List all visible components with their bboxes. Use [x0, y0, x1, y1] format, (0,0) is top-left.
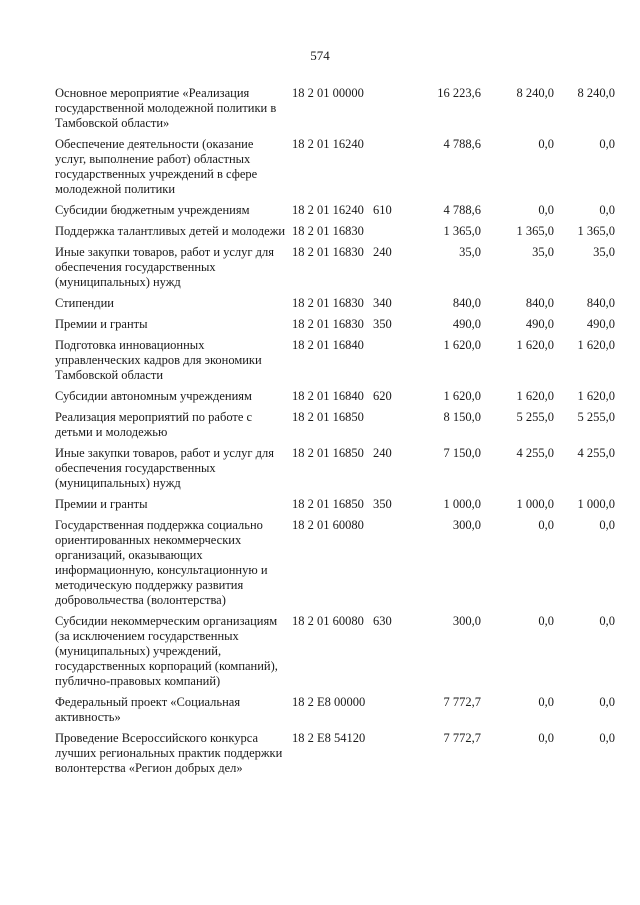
row-value-year3: 8 240,0 [577, 86, 615, 100]
row-code: 18 2 01 16830 [292, 317, 364, 331]
row-code: 18 2 01 16850 [292, 410, 364, 424]
table-row [55, 338, 615, 383]
row-name: Субсидии бюджетным учреждениям [55, 203, 250, 217]
row-name: Субсидии некоммерческим организациям (за исключением государственных (муниципальных) учреждений, государственных корпораций (компаний), публично-правовых компаний) [55, 614, 278, 688]
table-row [55, 446, 615, 491]
row-name: Поддержка талантливых детей и молодежи [55, 224, 286, 238]
row-value-year3: 0,0 [599, 731, 615, 745]
row-value-year1: 4 788,6 [443, 137, 481, 151]
budget-table [55, 86, 615, 782]
row-code: 18 2 01 16830 [292, 296, 364, 310]
row-value-year3: 0,0 [599, 695, 615, 709]
table-row [55, 614, 615, 689]
row-value-year2: 35,0 [532, 245, 554, 259]
row-code: 18 2 01 00000 [292, 86, 364, 100]
table-row [55, 245, 615, 290]
row-value-year3: 0,0 [599, 203, 615, 217]
row-expense-type: 350 [373, 317, 392, 331]
row-value-year3: 35,0 [593, 245, 615, 259]
row-value-year2: 0,0 [538, 518, 554, 532]
row-name: Премии и гранты [55, 317, 148, 331]
row-value-year3: 1 000,0 [577, 497, 615, 511]
row-value-year1: 1 620,0 [443, 389, 481, 403]
row-value-year2: 1 620,0 [516, 389, 554, 403]
row-name: Иные закупки товаров, работ и услуг для обеспечения государственных (муниципальных) нужд [55, 245, 275, 289]
row-code: 18 2 01 16240 [292, 137, 364, 151]
page-number: 574 [310, 48, 330, 63]
table-row [55, 137, 615, 197]
row-value-year2: 1 000,0 [516, 497, 554, 511]
table-row [55, 203, 615, 218]
row-code: 18 2 01 60080 [292, 518, 364, 532]
row-expense-type: 240 [373, 446, 392, 460]
row-code: 18 2 01 16850 [292, 497, 364, 511]
table-row [55, 224, 615, 239]
row-value-year1: 35,0 [459, 245, 481, 259]
table-body [55, 86, 615, 776]
row-name: Подготовка инновационных управленческих кадров для экономики Тамбовской области [55, 338, 262, 382]
table-row [55, 389, 615, 404]
row-value-year1: 4 788,6 [443, 203, 481, 217]
row-expense-type: 630 [373, 614, 392, 628]
row-code: 18 2 01 16840 [292, 389, 364, 403]
row-value-year2: 1 365,0 [516, 224, 554, 238]
row-value-year2: 0,0 [538, 731, 554, 745]
row-value-year1: 1 620,0 [443, 338, 481, 352]
row-code: 18 2 01 16850 [292, 446, 364, 460]
row-value-year3: 4 255,0 [577, 446, 615, 460]
row-expense-type: 340 [373, 296, 392, 310]
row-value-year2: 490,0 [525, 317, 554, 331]
row-value-year2: 0,0 [538, 614, 554, 628]
row-value-year2: 1 620,0 [516, 338, 554, 352]
row-value-year1: 490,0 [452, 317, 481, 331]
row-value-year1: 300,0 [452, 614, 481, 628]
row-value-year1: 840,0 [452, 296, 481, 310]
row-value-year3: 1 365,0 [577, 224, 615, 238]
row-value-year3: 5 255,0 [577, 410, 615, 424]
row-value-year2: 0,0 [538, 137, 554, 151]
row-name: Проведение Всероссийского конкурса лучших региональных практик поддержки волонтерства «Регион добрых дел» [55, 731, 283, 775]
row-value-year3: 840,0 [586, 296, 615, 310]
row-value-year1: 1 365,0 [443, 224, 481, 238]
table-row [55, 410, 615, 440]
row-code: 18 2 E8 00000 [292, 695, 366, 709]
row-name: Стипендии [55, 296, 114, 310]
row-code: 18 2 01 16830 [292, 224, 364, 238]
row-code: 18 2 01 16830 [292, 245, 364, 259]
row-name: Федеральный проект «Социальная активность» [55, 695, 241, 724]
row-code: 18 2 01 16240 [292, 203, 364, 217]
row-value-year2: 0,0 [538, 203, 554, 217]
row-name: Иные закупки товаров, работ и услуг для обеспечения государственных (муниципальных) нужд [55, 446, 275, 490]
row-value-year3: 0,0 [599, 137, 615, 151]
row-name: Обеспечение деятельности (оказание услуг, выполнение работ) областных государственных учреждений в сфере молодежной политики [55, 137, 258, 196]
table-row [55, 731, 615, 776]
row-expense-type: 240 [373, 245, 392, 259]
row-expense-type: 350 [373, 497, 392, 511]
row-value-year3: 490,0 [586, 317, 615, 331]
row-value-year1: 1 000,0 [443, 497, 481, 511]
row-code: 18 2 E8 54120 [292, 731, 366, 745]
row-value-year3: 0,0 [599, 518, 615, 532]
row-value-year2: 0,0 [538, 695, 554, 709]
row-name: Государственная поддержка социально ориентированных некоммерческих организаций, оказывающих информационную, консультационную и методическую поддержку развития добровольчества (волонтерства) [55, 518, 268, 607]
row-name: Реализация мероприятий по работе с детьми и молодежью [55, 410, 253, 439]
row-value-year1: 8 150,0 [443, 410, 481, 424]
row-value-year1: 16 223,6 [437, 86, 481, 100]
row-value-year3: 1 620,0 [577, 338, 615, 352]
table-row [55, 518, 615, 608]
row-value-year2: 4 255,0 [516, 446, 554, 460]
row-value-year1: 7 772,7 [443, 695, 481, 709]
row-value-year3: 0,0 [599, 614, 615, 628]
row-value-year1: 300,0 [452, 518, 481, 532]
table-row [55, 296, 615, 311]
table-row [55, 497, 615, 512]
row-value-year2: 5 255,0 [516, 410, 554, 424]
row-value-year2: 8 240,0 [516, 86, 554, 100]
row-value-year2: 840,0 [525, 296, 554, 310]
row-name: Основное мероприятие «Реализация государственной молодежной политики в Тамбовской области» [55, 86, 277, 130]
table-row [55, 317, 615, 332]
table-row [55, 86, 615, 131]
row-value-year1: 7 772,7 [443, 731, 481, 745]
row-code: 18 2 01 16840 [292, 338, 364, 352]
row-value-year3: 1 620,0 [577, 389, 615, 403]
row-name: Субсидии автономным учреждениям [55, 389, 252, 403]
table-row [55, 695, 615, 725]
row-expense-type: 610 [373, 203, 392, 217]
row-expense-type: 620 [373, 389, 392, 403]
row-code: 18 2 01 60080 [292, 614, 364, 628]
row-value-year1: 7 150,0 [443, 446, 481, 460]
row-name: Премии и гранты [55, 497, 148, 511]
